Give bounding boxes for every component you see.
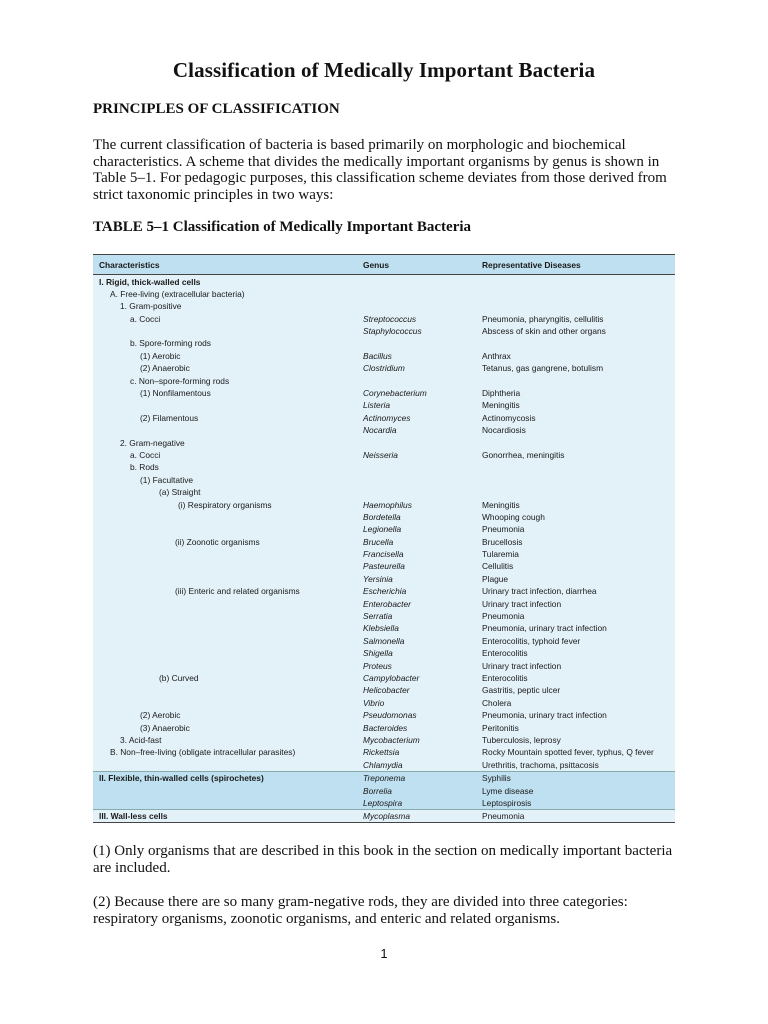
cell-genus: Leptospira — [363, 797, 403, 808]
cell-characteristic: (2) Anaerobic — [140, 363, 190, 374]
cell-genus: Serratia — [363, 611, 393, 622]
cell-genus: Salmonella — [363, 635, 405, 646]
table-row — [93, 659, 675, 671]
cell-genus: Clostridium — [363, 363, 405, 374]
cell-genus: Francisella — [363, 549, 404, 560]
table-row — [93, 696, 675, 708]
cell-disease: Enterocolitis — [482, 673, 528, 683]
table-row — [93, 510, 675, 522]
table-row — [93, 275, 675, 287]
table-row — [93, 721, 675, 733]
table-row — [93, 810, 675, 822]
cell-disease: Lyme disease — [482, 785, 534, 796]
table-row — [93, 535, 675, 547]
table-row — [93, 772, 675, 784]
table-row — [93, 349, 675, 361]
cell-disease: Rocky Mountain spotted fever, typhus, Q fever — [482, 747, 654, 758]
cell-characteristic: (2) Filamentous — [140, 412, 199, 423]
cell-characteristic: 2. Gram-negative — [120, 437, 185, 448]
table-row — [93, 411, 675, 423]
cell-genus: Klebsiella — [363, 623, 399, 634]
cell-characteristic: (b) Curved — [159, 673, 199, 683]
cell-characteristic: b. Rods — [130, 462, 159, 473]
cell-disease: Enterocolitis — [482, 648, 528, 659]
section-heading: PRINCIPLES OF CLASSIFICATION — [93, 101, 340, 117]
table-row — [93, 784, 675, 796]
table-row — [93, 560, 675, 572]
table-row — [93, 337, 675, 349]
table-row — [93, 374, 675, 386]
cell-genus: Streptococcus — [363, 313, 417, 324]
page-title: Classification of Medically Important Bacteria — [172, 58, 596, 82]
cell-disease: Urinary tract infection — [482, 598, 562, 609]
cell-disease: Abscess of skin and other organs — [482, 326, 606, 337]
cell-disease: Meningitis — [482, 400, 520, 411]
cell-genus: Actinomyces — [363, 412, 411, 423]
intro-paragraph: The current classification of bacteria is based primarily on morphologic and biochemical characteristics. A scheme that divides the medically important organisms by genus is shown in Table 5–1. For pedagogic purposes, this classification scheme deviates from those derived from strict taxonomic principles in two ways: — [93, 137, 667, 203]
cell-disease: Pneumonia — [482, 524, 525, 535]
cell-disease: Enterocolitis, typhoid fever — [482, 635, 581, 646]
table-row — [93, 796, 675, 808]
note-1: (1) Only organisms that are described in this book in the section on medically important bacteria are included. — [93, 843, 673, 876]
cell-disease: Peritonitis — [482, 722, 519, 733]
cell-characteristic: a. Cocci — [130, 449, 161, 460]
table-row — [93, 424, 675, 436]
cell-characteristic: (ii) Zoonotic organisms — [175, 536, 260, 547]
cell-characteristic: B. Non–free-living (obligate intracellular parasites) — [110, 747, 296, 758]
cell-disease: Urinary tract infection — [482, 660, 562, 671]
cell-disease: Actinomycosis — [482, 412, 536, 423]
table-row — [93, 473, 675, 485]
cell-genus: Haemophilus — [363, 499, 412, 510]
cell-genus: Neisseria — [363, 449, 398, 460]
table-row — [93, 572, 675, 584]
note-2: (2) Because there are so many gram-negative rods, they are divided into three categories: respiratory organisms, zoonotic organisms, and enteric and related organisms. — [93, 894, 628, 927]
cell-genus: Staphylococcus — [363, 326, 422, 337]
cell-characteristic: 3. Acid-fast — [120, 734, 162, 745]
table-row — [93, 300, 675, 312]
cell-disease: Syphilis — [482, 773, 511, 784]
cell-characteristic: I. Rigid, thick-walled cells — [99, 276, 201, 287]
cell-genus: Treponema — [363, 773, 406, 784]
cell-disease: Diphtheria — [482, 388, 521, 399]
cell-disease: Meningitis — [482, 499, 520, 510]
cell-disease: Cellulitis — [482, 561, 514, 572]
table-row — [93, 287, 675, 299]
table-row — [93, 733, 675, 745]
page-number: 1 — [380, 946, 388, 961]
cell-genus: Chlamydia — [363, 759, 403, 770]
cell-characteristic: (1) Aerobic — [140, 350, 181, 361]
cell-disease: Urinary tract infection, diarrhea — [482, 586, 597, 597]
table-row — [93, 746, 675, 758]
table-row — [93, 610, 675, 622]
table-row — [93, 399, 675, 411]
header-genus: Genus — [363, 260, 390, 270]
cell-characteristic: (3) Anaerobic — [140, 722, 190, 733]
cell-characteristic: b. Spore-forming rods — [130, 338, 211, 349]
table-section — [93, 810, 675, 822]
table-header — [93, 254, 675, 275]
table-row — [93, 672, 675, 684]
cell-disease: Pneumonia, pharyngitis, cellulitis — [482, 313, 604, 324]
cell-genus: Escherichia — [363, 586, 407, 597]
cell-characteristic: (iii) Enteric and related organisms — [175, 586, 300, 597]
cell-disease: Tuberculosis, leprosy — [482, 734, 561, 745]
table-row — [93, 622, 675, 634]
cell-characteristic: II. Flexible, thin-walled cells (spirochetes) — [99, 773, 264, 784]
table-row — [93, 362, 675, 374]
header-diseases: Representative Diseases — [482, 260, 581, 270]
cell-disease: Leptospirosis — [482, 797, 532, 808]
table-row — [93, 758, 675, 770]
cell-disease: Cholera — [482, 697, 512, 708]
table-row — [93, 498, 675, 510]
cell-genus: Yersinia — [363, 573, 393, 584]
cell-characteristic: A. Free-living (extracellular bacteria) — [110, 288, 245, 299]
table-row — [93, 523, 675, 535]
cell-characteristic: c. Non–spore-forming rods — [130, 375, 230, 386]
cell-disease: Brucellosis — [482, 536, 523, 547]
cell-characteristic: a. Cocci — [130, 313, 161, 324]
table-row — [93, 436, 675, 448]
cell-genus: Mycoplasma — [363, 811, 411, 822]
cell-genus: Listeria — [363, 400, 390, 411]
cell-characteristic: 1. Gram-positive — [120, 301, 182, 312]
cell-genus: Mycobacterium — [363, 734, 420, 745]
cell-characteristic: (2) Aerobic — [140, 710, 181, 721]
cell-disease: Gastritis, peptic ulcer — [482, 685, 561, 696]
cell-disease: Gonorrhea, meningitis — [482, 449, 565, 460]
cell-disease: Anthrax — [482, 350, 511, 361]
cell-disease: Pneumonia, urinary tract infection — [482, 710, 607, 721]
cell-disease: Urethritis, trachoma, psittacosis — [482, 759, 599, 770]
table-title: TABLE 5–1 Classification of Medically Important Bacteria — [93, 219, 472, 235]
cell-genus: Vibrio — [363, 697, 385, 708]
cell-disease: Nocardiosis — [482, 425, 526, 436]
cell-characteristic: (i) Respiratory organisms — [178, 499, 272, 510]
cell-genus: Rickettsia — [363, 747, 400, 758]
cell-disease: Plague — [482, 573, 509, 584]
table-section — [93, 771, 675, 810]
cell-genus: Bordetella — [363, 511, 401, 522]
table-row — [93, 585, 675, 597]
cell-genus: Pseudomonas — [363, 710, 417, 721]
cell-genus: Shigella — [363, 648, 393, 659]
cell-characteristic: (a) Straight — [159, 487, 201, 498]
cell-genus: Bacillus — [363, 350, 392, 361]
cell-genus: Borrelia — [363, 785, 392, 796]
cell-genus: Nocardia — [363, 425, 397, 436]
cell-characteristic: (1) Nonfilamentous — [140, 388, 211, 399]
table-row — [93, 448, 675, 460]
cell-disease: Tularemia — [482, 549, 519, 560]
table-row — [93, 647, 675, 659]
table-body — [93, 275, 675, 822]
cell-genus: Enterobacter — [363, 598, 411, 609]
cell-disease: Whooping cough — [482, 511, 545, 522]
table-row — [93, 325, 675, 337]
cell-disease: Pneumonia — [482, 611, 525, 622]
cell-disease: Pneumonia — [482, 811, 525, 822]
cell-characteristic: (1) Facultative — [140, 474, 194, 485]
table-row — [93, 461, 675, 473]
table-row — [93, 548, 675, 560]
classification-table — [93, 254, 675, 823]
cell-genus: Campylobacter — [363, 673, 420, 683]
cell-genus: Pasteurella — [363, 561, 405, 572]
table-row — [93, 387, 675, 399]
cell-characteristic: III. Wall-less cells — [99, 811, 168, 822]
header-characteristics: Characteristics — [99, 260, 160, 270]
table-row — [93, 486, 675, 498]
cell-genus: Corynebacterium — [363, 388, 427, 399]
cell-disease: Tetanus, gas gangrene, botulism — [482, 363, 604, 374]
cell-genus: Proteus — [363, 660, 392, 671]
table-row — [93, 597, 675, 609]
table-section — [93, 275, 675, 771]
table-row — [93, 634, 675, 646]
cell-genus: Brucella — [363, 536, 394, 547]
cell-genus: Bacteroides — [363, 722, 408, 733]
cell-genus: Legionella — [363, 524, 402, 535]
table-row — [93, 684, 675, 696]
table-row — [93, 312, 675, 324]
cell-disease: Pneumonia, urinary tract infection — [482, 623, 607, 634]
table-row — [93, 709, 675, 721]
cell-genus: Helicobacter — [363, 685, 410, 696]
